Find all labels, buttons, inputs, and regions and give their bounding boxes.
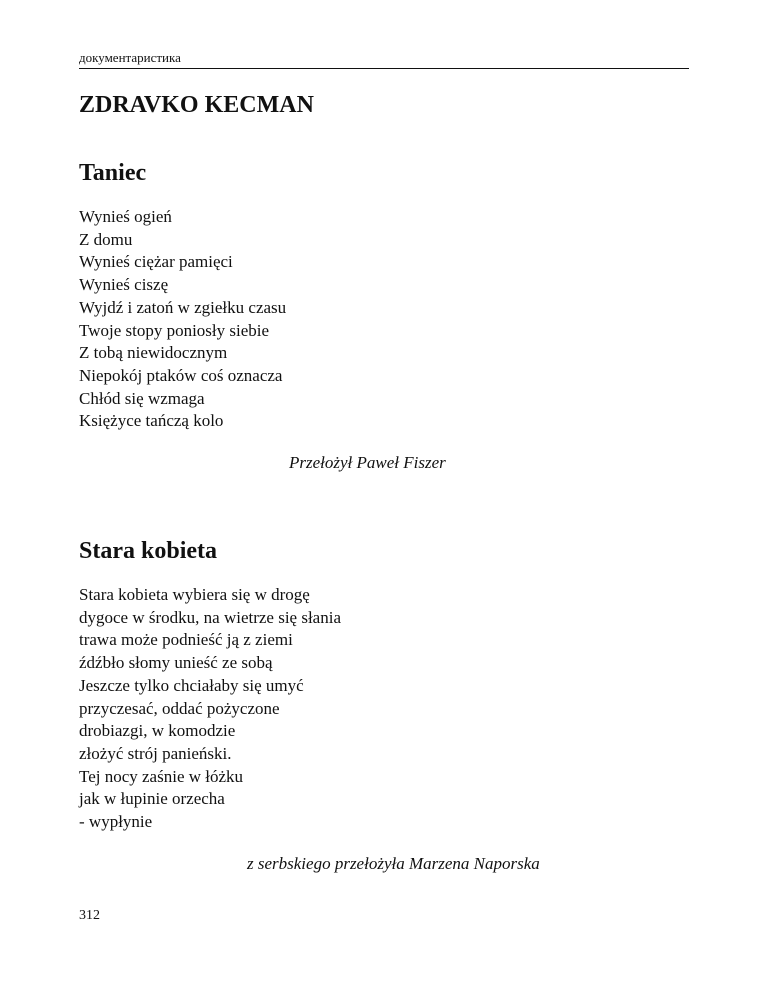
running-head: документаристика <box>79 50 689 69</box>
verse-line: dygoce w środku, na wietrze się słania <box>79 607 341 627</box>
translator-credit-taniec: Przełożył Paweł Fiszer <box>289 453 446 472</box>
verse-line: Z tobą niewidocznym <box>79 343 228 363</box>
verse-line: Wynieś ciszę <box>79 275 169 295</box>
verse-line: trawa może podnieść ją z ziemi <box>79 630 293 650</box>
poem-verse-taniec <box>79 206 286 433</box>
verse-line: przyczesać, oddać pożyczone <box>79 698 280 718</box>
verse-line: źdźbło słomy unieść ze sobą <box>79 653 273 673</box>
poem-title-taniec: Taniec <box>79 160 147 186</box>
verse-line: drobiazgi, w komodzie <box>79 721 236 741</box>
verse-line: Chłód się wzmaga <box>79 388 205 408</box>
poem-title-stara-kobieta: Stara kobieta <box>79 538 217 564</box>
translator-credit-stara-kobieta: z serbskiego przełożyła Marzena Naporska <box>247 854 540 873</box>
page-number: 312 <box>79 908 100 923</box>
verse-line: Twoje stopy poniosły siebie <box>79 320 270 340</box>
verse-line: złożyć strój panieński. <box>79 743 232 763</box>
verse-line: jak w łupinie orzecha <box>79 789 225 809</box>
verse-line: Tej nocy zaśnie w łóżku <box>79 766 244 786</box>
poem-verse-stara-kobieta <box>79 584 341 834</box>
author-name: ZDRAVKO KECMAN <box>79 92 314 118</box>
verse-line: - wypłynie <box>79 812 153 832</box>
verse-line: Wynieś ogień <box>79 207 172 226</box>
verse-line: Stara kobieta wybiera się w drogę <box>79 585 310 604</box>
verse-line: Niepokój ptaków coś oznacza <box>79 365 283 385</box>
verse-line: Z domu <box>79 229 133 249</box>
verse-line: Jeszcze tylko chciałaby się umyć <box>79 675 304 695</box>
verse-line: Wyjdź i zatoń w zgiełku czasu <box>79 297 287 317</box>
verse-line: Wynieś ciężar pamięci <box>79 252 233 272</box>
verse-line: Księżyce tańczą kolo <box>79 411 224 431</box>
